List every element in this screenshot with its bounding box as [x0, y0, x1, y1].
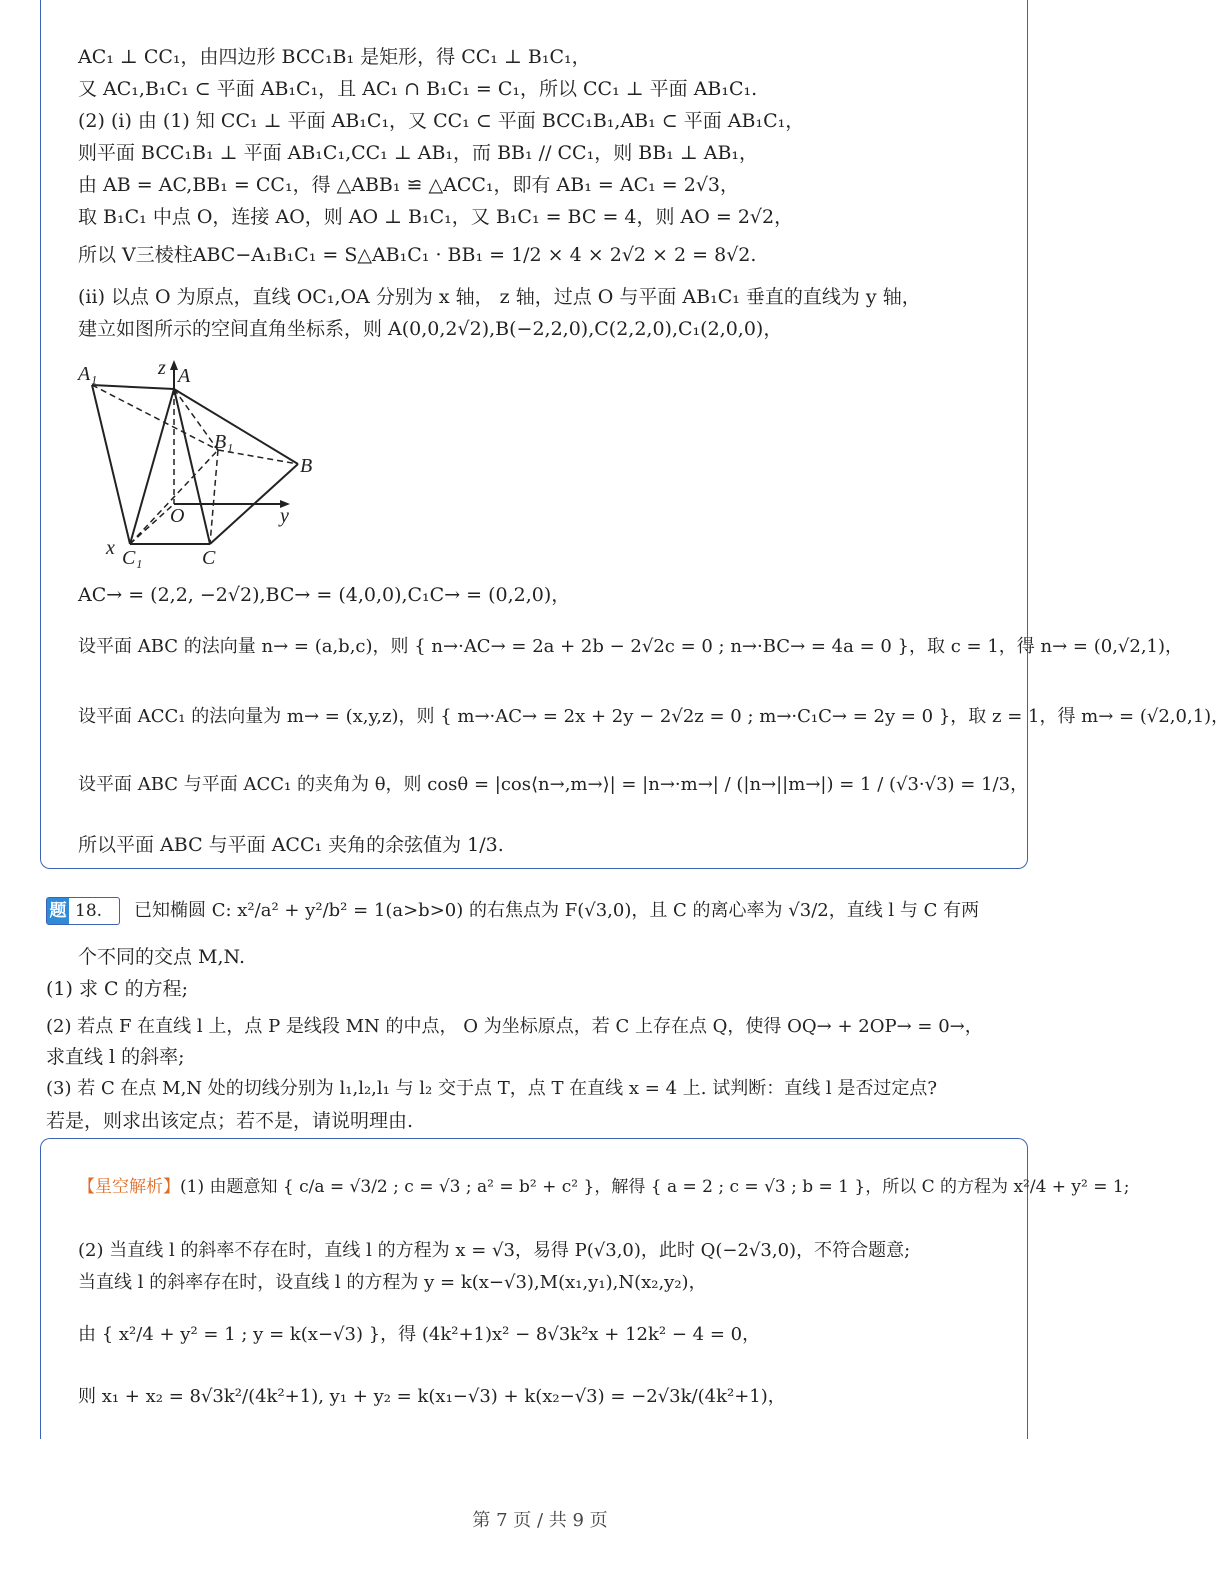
sol17-line-11: 设平面 ABC 的法向量 n→ = (a,b,c)，则 { n→·AC→ = 2a + 2b − 2√2c = 0 ; n→·BC→ = 4a = 0 }，取 c = 1，得 n→ = (0,√2,1)， — [78, 636, 1184, 657]
label-B: B — [300, 455, 313, 477]
question-number: 18. — [75, 901, 103, 921]
q18-line-2: 个不同的交点 M,N. — [78, 946, 245, 968]
q18-line-5: 求直线 l 的斜率; — [46, 1046, 185, 1068]
sol18-line-3: 当直线 l 的斜率存在时，设直线 l 的方程为 y = k(x−√3),M(x₁,y₁),N(x₂,y₂)， — [78, 1272, 707, 1293]
page-footer: 第 7 页 / 共 9 页 — [472, 1510, 608, 1531]
sol17-line-4: 则平面 BCC₁B₁ ⊥ 平面 AB₁C₁,CC₁ ⊥ AB₁，而 BB₁ // CC₁，则 BB₁ ⊥ AB₁， — [78, 142, 759, 164]
sol18-line-5: 则 x₁ + x₂ = 8√3k²/(4k²+1), y₁ + y₂ = k(x₁−√3) + k(x₂−√3) = −2√3k/(4k²+1)， — [78, 1386, 786, 1407]
label-A1: A₁ — [78, 363, 98, 385]
label-z: z — [158, 357, 166, 379]
label-A: A — [178, 365, 191, 387]
sol18-line-4: 由 { x²/4 + y² = 1 ; y = k(x−√3) }，得 (4k²+1)x² − 8√3k²x + 12k² − 4 = 0， — [78, 1324, 761, 1345]
sol17-line-9: 建立如图所示的空间直角坐标系，则 A(0,0,2√2),B(−2,2,0),C(2,2,0),C₁(2,0,0)， — [78, 318, 783, 340]
label-O: O — [170, 505, 185, 527]
sol18-line-1-text: (1) 由题意知 { c/a = √3/2 ; c = √3 ; a² = b² + c² }，解得 { a = 2 ; c = √3 ; b = 1 }，所以 C 的方程为 x²/4 + y² = 1; — [180, 1177, 1130, 1197]
sol18-line-2: (2) 当直线 l 的斜率不存在时，直线 l 的方程为 x = √3，易得 P(√3,0)，此时 Q(−2√3,0)，不符合题意; — [78, 1240, 911, 1261]
sol17-line-10: AC→ = (2,2, −2√2),BC→ = (4,0,0),C₁C→ = (0,2,0)， — [78, 584, 571, 606]
label-C1: C₁ — [122, 547, 143, 569]
sol17-line-8: (ii) 以点 O 为原点，直线 OC₁,OA 分别为 x 轴， z 轴，过点 O 与平面 AB₁C₁ 垂直的直线为 y 轴， — [78, 286, 921, 308]
solution-tag: 【星空解析】 — [78, 1177, 180, 1197]
sol17-line-1: AC₁ ⊥ CC₁，由四边形 BCC₁B₁ 是矩形，得 CC₁ ⊥ B₁C₁， — [78, 46, 591, 68]
sol17-line-7: 所以 V三棱柱ABC−A₁B₁C₁ = S△AB₁C₁ · BB₁ = 1/2 × 4 × 2√2 × 2 = 8√2. — [78, 244, 757, 266]
sol17-line-5: 由 AB = AC,BB₁ = CC₁，得 △ABB₁ ≌ △ACC₁，即有 AB₁ = AC₁ = 2√3， — [78, 174, 740, 196]
sol17-line-13: 设平面 ABC 与平面 ACC₁ 的夹角为 θ，则 cosθ = |cos⟨n→,m→⟩| = |n→·m→| / (|n→||m→|) = 1 / (√3·√3) = 1/3， — [78, 774, 1029, 795]
sol18-line-1 — [78, 1174, 1129, 1200]
sol17-line-6: 取 B₁C₁ 中点 O，连接 AO，则 AO ⊥ B₁C₁，又 B₁C₁ = BC = 4，则 AO = 2√2， — [78, 206, 794, 228]
question-tag-icon: 题 — [47, 898, 69, 924]
sol17-line-3: (2) (i) 由 (1) 知 CC₁ ⊥ 平面 AB₁C₁，又 CC₁ ⊂ 平面 BCC₁B₁,AB₁ ⊂ 平面 AB₁C₁， — [78, 110, 805, 132]
question-tag — [46, 897, 120, 925]
sol17-line-14: 所以平面 ABC 与平面 ACC₁ 夹角的余弦值为 1/3. — [78, 834, 504, 856]
sol17-line-2: 又 AC₁,B₁C₁ ⊂ 平面 AB₁C₁，且 AC₁ ∩ B₁C₁ = C₁，所以 CC₁ ⊥ 平面 AB₁C₁. — [78, 78, 758, 100]
q18-line-7: 若是，则求出该定点；若不是，请说明理由. — [46, 1110, 414, 1132]
prism-figure — [74, 352, 334, 572]
label-C: C — [202, 547, 216, 569]
q18-line-4: (2) 若点 F 在直线 l 上，点 P 是线段 MN 的中点， O 为坐标原点，若 C 上存在点 Q，使得 OQ→ + 2OP→ = 0→， — [46, 1016, 983, 1037]
q18-line-6: (3) 若 C 在点 M,N 处的切线分别为 l₁,l₂,l₁ 与 l₂ 交于点 T，点 T 在直线 x = 4 上. 试判断：直线 l 是否过定点? — [46, 1078, 938, 1099]
label-x: x — [106, 537, 115, 559]
q18-line-3: (1) 求 C 的方程; — [46, 978, 188, 1000]
label-y: y — [280, 505, 289, 527]
sol17-line-12: 设平面 ACC₁ 的法向量为 m→ = (x,y,z)，则 { m→·AC→ = 2x + 2y − 2√2z = 0 ; m→·C₁C→ = 2y = 0 }，取 z = 1，得 m→ = (√2,0,1)， — [78, 706, 1229, 727]
label-B1: B₁ — [214, 431, 234, 453]
q18-line-1: 已知椭圆 C: x²/a² + y²/b² = 1(a>b>0) 的右焦点为 F(√3,0)，且 C 的离心率为 √3/2，直线 l 与 C 有两 — [134, 900, 980, 921]
